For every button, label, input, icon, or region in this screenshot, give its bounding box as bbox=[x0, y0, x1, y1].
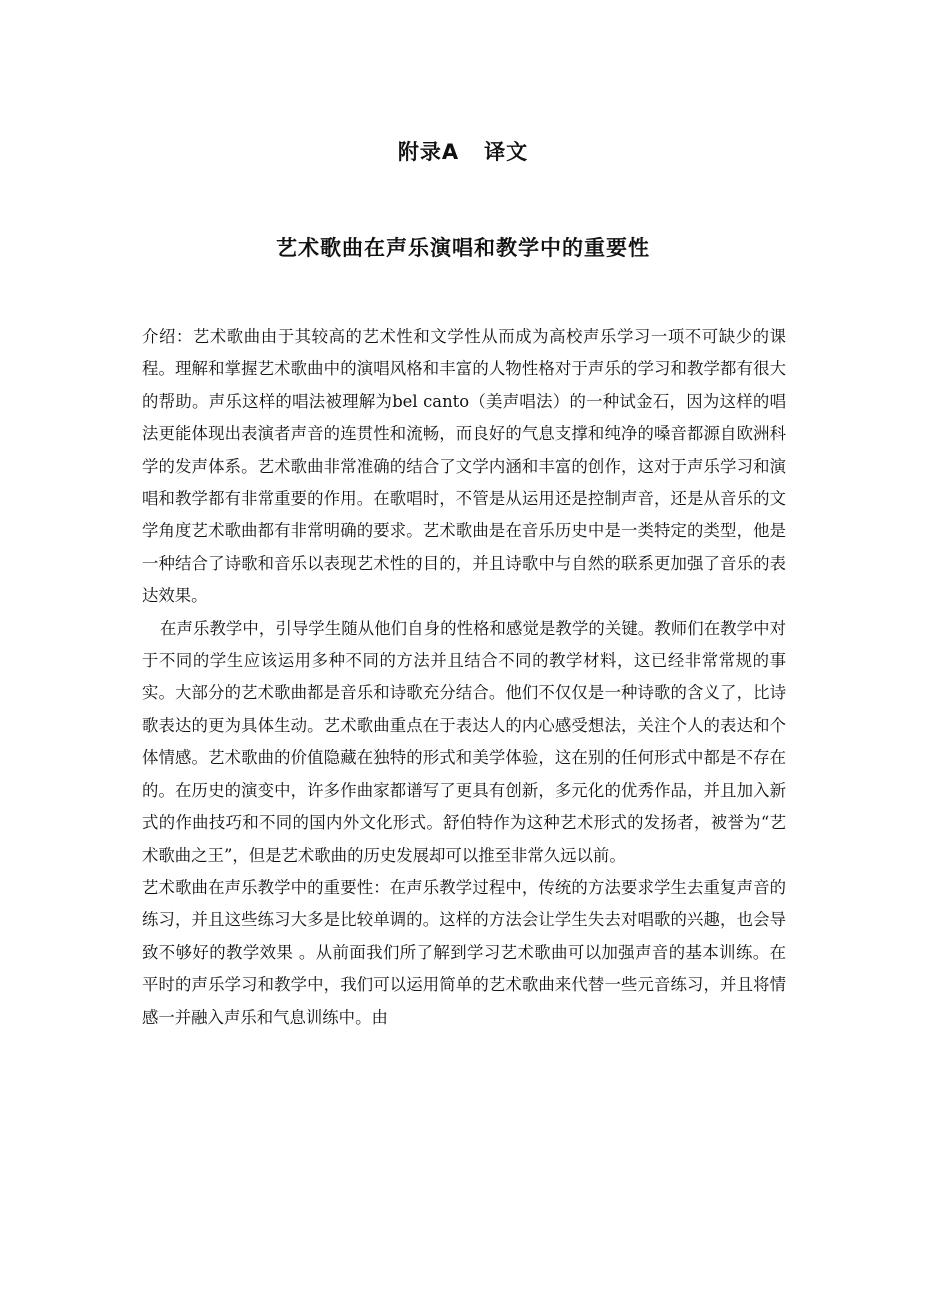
paragraph-introduction: 介绍：艺术歌曲由于其较高的艺术性和文学性从而成为高校声乐学习一项不可缺少的课程。理解和掌握艺术歌曲中的演唱风格和丰富的人物性格对于声乐的学习和教学都有很大的帮助。声乐这样的唱法被理解为bel canto（美声唱法）的一种试金石，因为这样的唱法更能体现出表演者声音的连贯性和流畅，而良好的气息支撑和纯净的嗓音都源自欧洲科学的发声体系。艺术歌曲非常准确的结合了文学内涵和丰富的创作，这对于声乐学习和演唱和教学都有非常重要的作用。在歌唱时，不管是从运用还是控制声音，还是从音乐的文学角度艺术歌曲都有非常明确的要求。艺术歌曲是在音乐历史中是一类特定的类型，他是一种结合了诗歌和音乐以表现艺术性的目的，并且诗歌中与自然的联系更加强了音乐的表达效果。 bbox=[142, 327, 786, 606]
paragraph-importance: 艺术歌曲在声乐教学中的重要性：在声乐教学过程中，传统的方法要求学生去重复声音的练习，并且这些练习大多是比较单调的。这样的方法会让学生失去对唱歌的兴趣，也会导致不够好的教学效果 。从前面我们所了解到学习艺术歌曲可以加强声音的基本训练。在平时的声乐学习和教学中，我们可以运用简单的艺术歌曲来代替一些元音练习，并且将情感一并融入声乐和气息训练中。由 bbox=[142, 877, 786, 1027]
article-title: 艺术歌曲在声乐演唱和教学中的重要性 bbox=[276, 236, 650, 260]
appendix-title: 附录A 译文 bbox=[397, 140, 529, 164]
paragraph-teaching: 在声乐教学中，引导学生随从他们自身的性格和感觉是教学的关键。教师们在教学中对于不同的学生应该运用多种不同的方法并且结合不同的教学材料，这已经非常常规的事实。大部分的艺术歌曲都是音乐和诗歌充分结合。他们不仅仅是一种诗歌的含义了，比诗歌表达的更为具体生动。艺术歌曲重点在于表达人的内心感受想法，关注个人的表达和个体情感。艺术歌曲的价值隐藏在独特的形式和美学体验，这在别的任何形式中都是不存在的。在历史的演变中，许多作曲家都谱写了更具有创新，多元化的优秀作品，并且加入新式的作曲技巧和不同的国内外文化形式。舒伯特作为这种艺术形式的发扬者，被誉为“艺术歌曲之王”，但是艺术歌曲的历史发展却可以推至非常久远以前。 bbox=[142, 618, 786, 865]
body-text bbox=[142, 321, 786, 1034]
